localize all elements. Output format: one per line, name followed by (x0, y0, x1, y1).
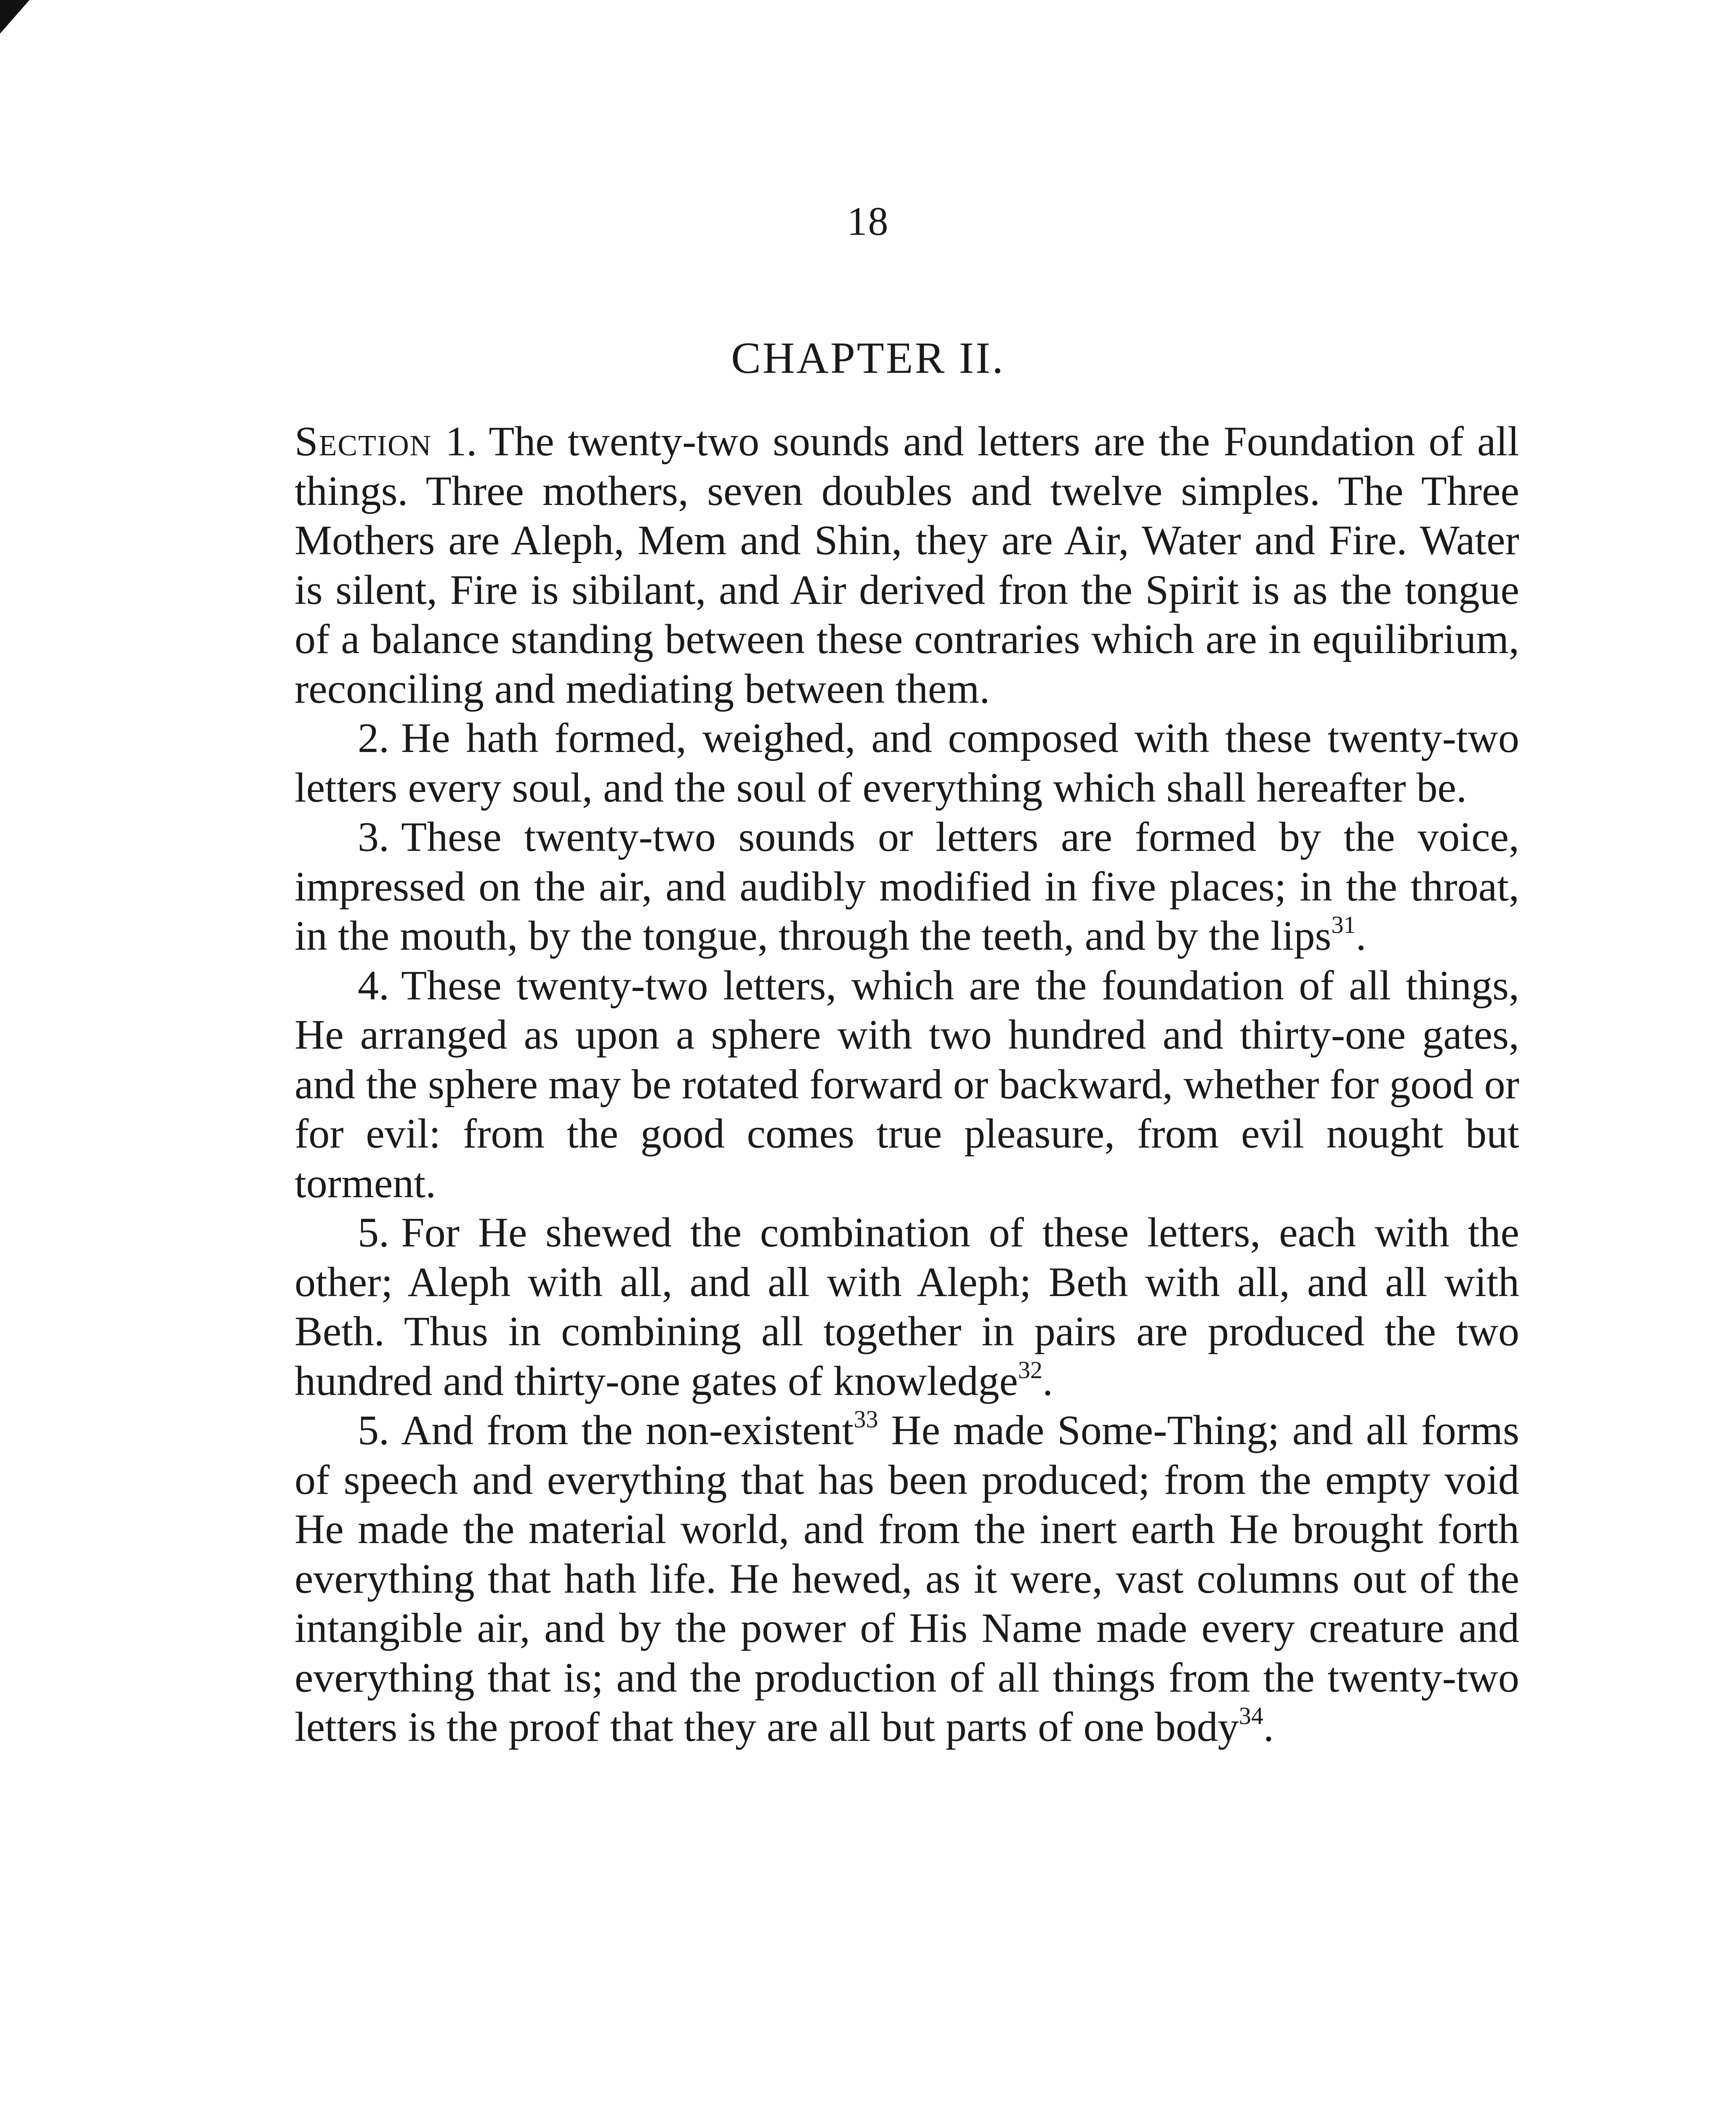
footnote-ref: 33 (853, 1405, 878, 1433)
paragraph-2 (295, 713, 1519, 812)
paragraph-4 (295, 961, 1519, 1208)
paragraph-text: For He shewed the combination of these letters, each with the other; Aleph with all, and all with Aleph; Beth with all, and all with Beth. Thus in combining all together in pairs are produced the two hundred and thirty-one gates of knowledge (295, 1209, 1519, 1404)
chapter-title: CHAPTER II. (731, 333, 1005, 383)
section-1-text: The twenty-two sounds and letters are the Foundation of all things. Three mothers, seven doubles and twelve simples. The Three Mothers are Aleph, Mem and Shin, they are Air, Water and Fire. Water is silent, Fire is sibilant, and Air derived fron the Spirit is as the tongue of a balance standing between these contraries which are in equilibrium, reconciling and mediating between them. (295, 418, 1520, 712)
paragraph-3 (295, 812, 1519, 961)
paragraph-5 (295, 1208, 1519, 1405)
paragraph-tail: . (1356, 912, 1366, 959)
paragraph-number: 3. (358, 813, 389, 860)
section-number: 1. (445, 418, 477, 465)
body-text (295, 417, 1519, 1752)
section-1-paragraph (295, 417, 1519, 713)
paragraph-text: He hath formed, weighed, and composed with these twenty-two letters every soul, and the soul of everything which shall hereafter be. (295, 715, 1519, 811)
paragraph-number: 4. (358, 962, 389, 1009)
section-label: Section (295, 418, 432, 465)
scan-corner-mark-top (0, 0, 29, 34)
page-number: 18 (847, 199, 889, 244)
paragraph-number: 5. (358, 1407, 389, 1453)
paragraph-number: 2. (358, 715, 389, 761)
footnote-ref: 34 (1239, 1702, 1263, 1729)
paragraph-number: 5. (358, 1209, 389, 1256)
paragraph-tail: . (1263, 1703, 1274, 1750)
paragraph-text: These twenty-two letters, which are the foundation of all things, He arranged as upon a sphere with two hundred and thirty-one gates, and the sphere may be rotated forward or backward, whether for good or for evil: from the good comes true pleasure, from evil nought but torment. (295, 962, 1519, 1206)
paragraph-text-continued: He made Some-Thing; and all forms of speech and everything that has been produced; from the empty void He made the material world, and from the inert earth He brought forth everything that hath life. He hewed, as it were, vast columns out of the intangible air, and by the power of His Name made every creature and everything that is; and the production of all things from the twenty-two letters is the proof that they are all but parts of one body (295, 1407, 1519, 1750)
footnote-ref: 32 (1018, 1356, 1042, 1384)
paragraph-tail: . (1042, 1357, 1053, 1404)
paragraph-text: These twenty-two sounds or letters are formed by the voice, impressed on the air, and audibly modified in five places; in the throat, in the mouth, by the tongue, through the teeth, and by the lips (295, 813, 1519, 959)
paragraph-text: And from the non-existent (401, 1407, 854, 1453)
footnote-ref: 31 (1331, 911, 1356, 938)
paragraph-6 (295, 1405, 1519, 1752)
